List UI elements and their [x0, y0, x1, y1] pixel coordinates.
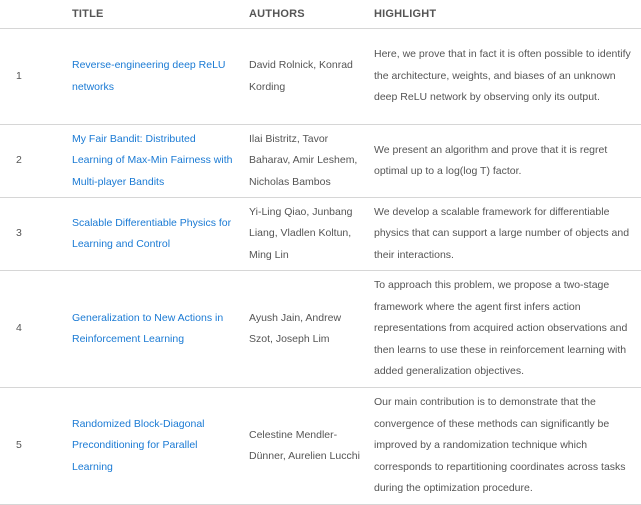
table-row — [0, 125, 641, 198]
authors-cell: David Rolnick, Konrad Kording — [238, 29, 365, 125]
header-title[interactable]: TITLE — [58, 0, 238, 29]
table-row — [0, 198, 641, 271]
authors-cell: Ilai Bistritz, Tavor Baharav, Amir Leshem, Nicholas Bambos — [238, 125, 365, 198]
highlight-cell: We present an algorithm and prove that it is regret optimal up to a log(log T) factor. — [365, 125, 641, 198]
paper-title-link[interactable]: Generalization to New Actions in Reinforcement Learning — [72, 311, 224, 345]
header-authors[interactable]: AUTHORS — [238, 0, 365, 29]
header-highlight[interactable]: HIGHLIGHT — [365, 0, 641, 29]
highlight-cell: We develop a scalable framework for differentiable physics that can support a large number of objects and their interactions. — [365, 198, 641, 271]
row-number: 5 — [0, 388, 58, 505]
highlight-cell: Our main contribution is to demonstrate that the convergence of these methods can significantly be improved by a randomization technique which corresponds to repartitioning coordinates across tasks during the optimization procedure. — [365, 388, 641, 505]
paper-title-link[interactable]: Randomized Block-Diagonal Preconditioning for Parallel Learning — [72, 417, 205, 473]
highlight-cell: Here, we prove that in fact it is often possible to identify the architecture, weights, and biases of an unknown deep ReLU network by observing only its output. — [365, 29, 641, 125]
row-number: 4 — [0, 271, 58, 388]
row-number: 2 — [0, 125, 58, 198]
row-number: 3 — [0, 198, 58, 271]
table-header — [0, 0, 641, 29]
highlight-cell: To approach this problem, we propose a two-stage framework where the agent first infers action representations from acquired action observations and then learns to use these in reinforcement learning with added generalization objectives. — [365, 271, 641, 388]
table-row — [0, 388, 641, 505]
header-number — [0, 0, 58, 29]
paper-title-link[interactable]: My Fair Bandit: Distributed Learning of Max-Min Fairness with Multi-player Bandits — [72, 132, 233, 188]
title-cell — [58, 388, 238, 505]
table-body — [0, 29, 641, 505]
table-row — [0, 29, 641, 125]
authors-cell: Ayush Jain, Andrew Szot, Joseph Lim — [238, 271, 365, 388]
title-cell — [58, 271, 238, 388]
header-row — [0, 0, 641, 29]
paper-title-link[interactable]: Reverse-engineering deep ReLU networks — [72, 59, 226, 93]
authors-cell: Celestine Mendler-Dünner, Aurelien Lucchi — [238, 388, 365, 505]
row-number: 1 — [0, 29, 58, 125]
title-cell — [58, 125, 238, 198]
title-cell — [58, 29, 238, 125]
title-cell — [58, 198, 238, 271]
table-row — [0, 271, 641, 388]
paper-title-link[interactable]: Scalable Differentiable Physics for Learning and Control — [72, 216, 232, 250]
authors-cell: Yi-Ling Qiao, Junbang Liang, Vladlen Koltun, Ming Lin — [238, 198, 365, 271]
